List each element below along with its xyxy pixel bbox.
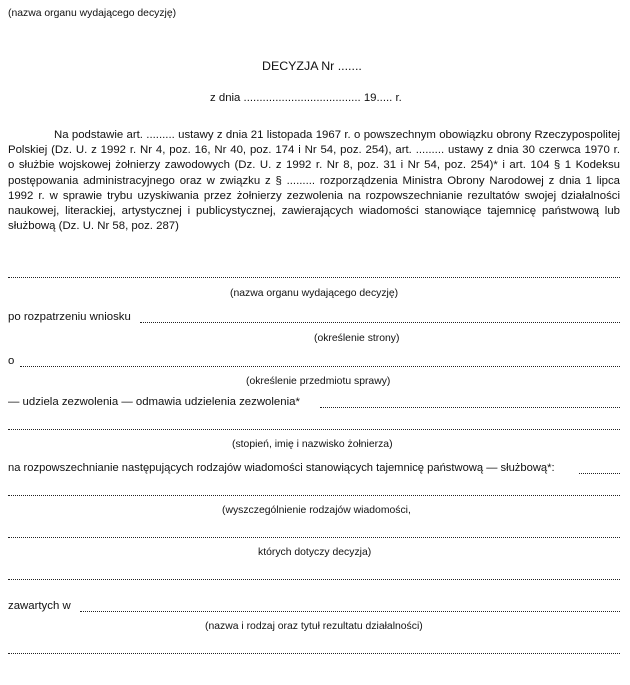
- legal-basis-line: o służbie wojskowej żołnierzy zawodowych (Dz. U. z 1992 r. Nr 8, poz. 31 i Nr 54, poz. 254)* i art. 104 § 1 Kodeksu: [8, 159, 620, 172]
- decyzja-caption: których dotyczy decyzja): [258, 547, 372, 558]
- legal-basis-line: naukowej, literackiej, artystycznej i publicystycznej, zawierających wiadomości stanowiące tajemnicę państwową lub: [8, 205, 620, 218]
- rezultat-fill-line[interactable]: [8, 653, 620, 654]
- zezwolenie-label: — udziela zezwolenia — odmawia udzielenia zezwolenia*: [8, 396, 300, 408]
- extra-fill-line[interactable]: [8, 579, 620, 580]
- rodzaje-fill-line[interactable]: [8, 495, 620, 496]
- przedmiot-caption: (określenie przedmiotu sprawy): [246, 376, 391, 387]
- legal-basis-line: Na podstawie art. ......... ustawy z dnia 21 listopada 1967 r. o powszechnym obowiązku obrony Rzeczypospolitej: [54, 129, 620, 141]
- legal-basis-line: 1992 r. w sprawie trybu uzyskiwania przez żołnierzy zezwolenia na rozpowszechnianie rezultatów swojej działalności: [8, 189, 620, 202]
- zawartych-label: zawartych w: [8, 600, 71, 612]
- o-label: o: [8, 355, 15, 367]
- rezultat-caption: (nazwa i rodzaj oraz tytuł rezultatu działalności): [205, 621, 423, 632]
- przedmiot-fill-line[interactable]: [20, 366, 620, 367]
- zawartych-fill-line[interactable]: [80, 611, 620, 612]
- zolnierz-caption: (stopień, imię i nazwisko żołnierza): [232, 439, 393, 450]
- legal-basis-line: postępowania administracyjnego oraz w związku z § ......... rozporządzenia Ministra Obrony Narodowej z dnia 1 lipca: [8, 174, 620, 187]
- legal-basis-line: Polskiej (Dz. U. z 1992 r. Nr 4, poz. 16, Nr 40, poz. 174 i Nr 54, poz. 254), art. ......... ustawy z dnia 30 czerwca 1970 r.: [8, 144, 620, 157]
- wniosek-label: po rozpatrzeniu wniosku: [8, 311, 131, 323]
- rodzaje-caption: (wyszczególnienie rodzajów wiadomości,: [222, 505, 411, 516]
- legal-basis-line: służbową (Dz. U. Nr 58, poz. 287): [8, 220, 179, 233]
- strona-caption: (określenie strony): [314, 333, 400, 344]
- rozpowszechnianie-label: na rozpowszechnianie następujących rodzajów wiadomości stanowiących tajemnicę państwową — służbową*:: [8, 462, 555, 474]
- legal-basis-paragraph: [8, 128, 620, 234]
- organ-name-caption: (nazwa organu wydającego decyzję): [230, 288, 399, 299]
- rozpowszechnianie-fill-line[interactable]: [579, 473, 620, 474]
- decyzja-fill-line[interactable]: [8, 537, 620, 538]
- organ-name-fill-line[interactable]: [8, 277, 620, 278]
- header-organ-label: (nazwa organu wydającego decyzję): [8, 8, 177, 19]
- decision-date-line: z dnia ..................................... 19..... r.: [210, 92, 402, 104]
- wniosek-fill-line[interactable]: [140, 322, 620, 323]
- zolnierz-fill-line[interactable]: [8, 429, 620, 430]
- decision-title: DECYZJA Nr .......: [262, 59, 362, 73]
- zezwolenie-fill-line[interactable]: [320, 407, 620, 408]
